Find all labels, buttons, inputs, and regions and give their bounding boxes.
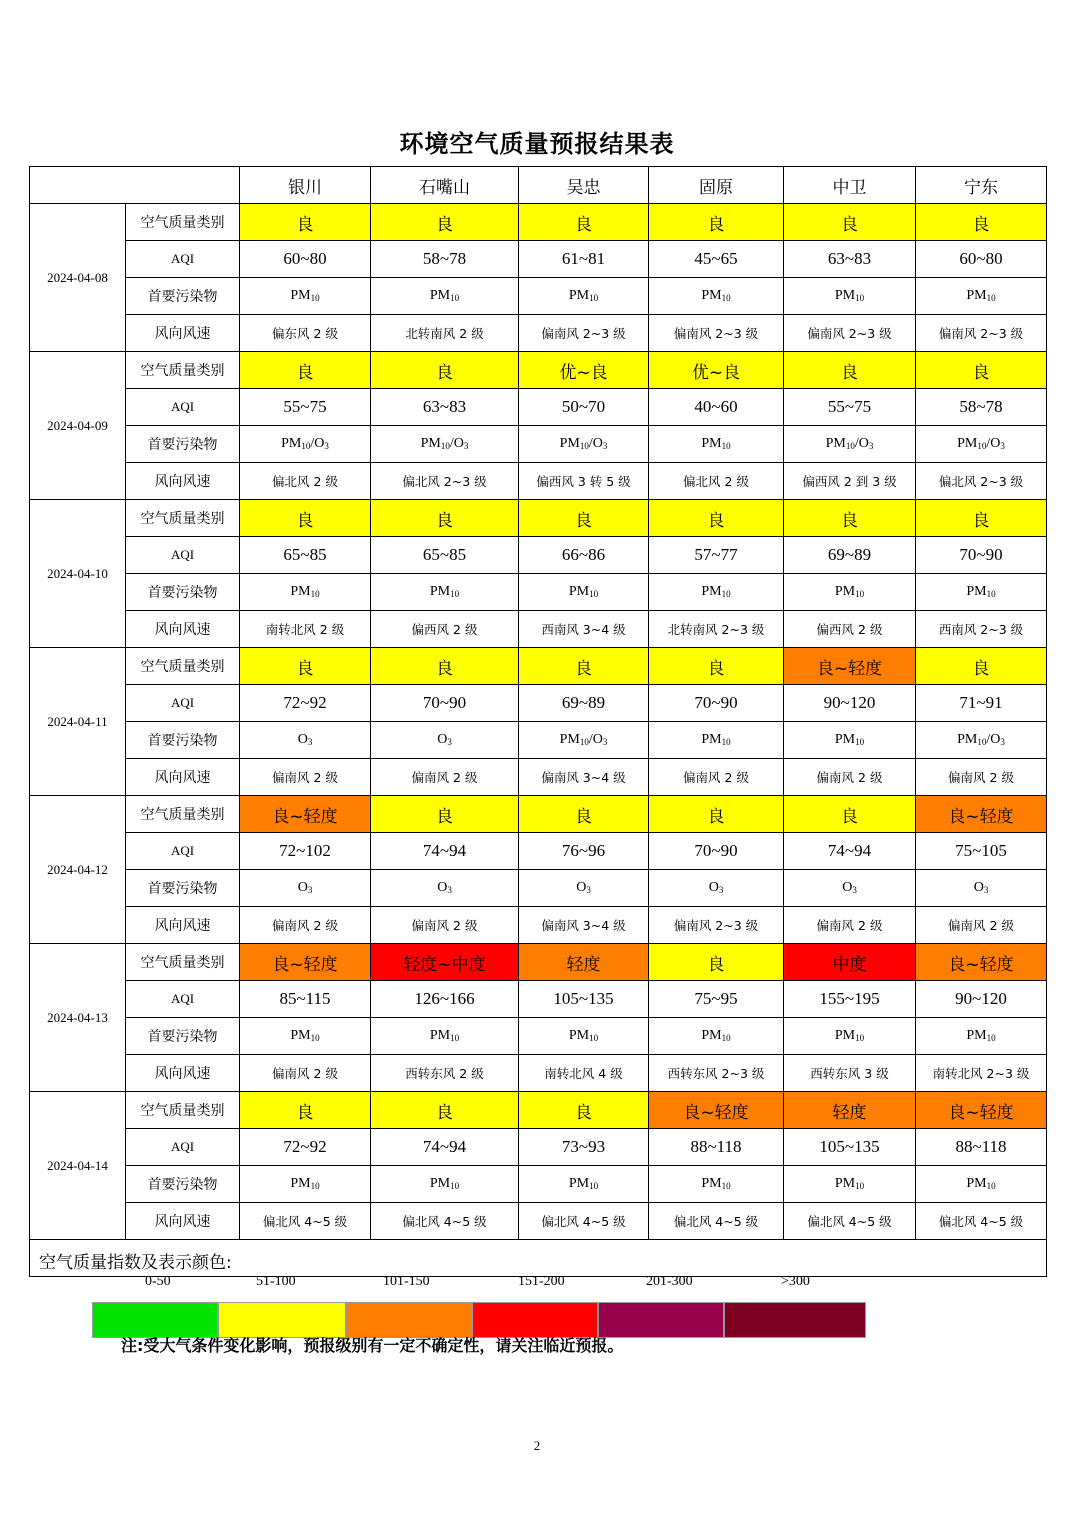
category-cell: 良	[916, 500, 1047, 537]
pollutant-cell: $PM_{10}$	[519, 1166, 649, 1203]
wind-cell: 偏西风 2 级	[784, 611, 916, 648]
pollutant-cell: $PM_{10}$	[240, 1018, 371, 1055]
category-cell: 良~轻度	[240, 944, 371, 981]
pollutant-cell: $PM_{10}$	[371, 574, 519, 611]
row-label-aqi: AQI	[126, 537, 240, 574]
category-cell: 良	[371, 648, 519, 685]
aqi-cell: 66~86	[519, 537, 649, 574]
pollutant-cell: $O_3$	[240, 722, 371, 759]
category-cell: 优~良	[649, 352, 784, 389]
pollutant-cell: $O_3$	[240, 870, 371, 907]
aqi-cell: 105~135	[519, 981, 649, 1018]
pollutant-cell: $PM_{10}$	[371, 1166, 519, 1203]
row-label-category: 空气质量类别	[126, 500, 240, 537]
aqi-cell: 75~105	[916, 833, 1047, 870]
pollutant-cell: $O_3$	[916, 870, 1047, 907]
wind-cell: 南转北风 4 级	[519, 1055, 649, 1092]
category-cell: 良	[649, 648, 784, 685]
category-cell: 良~轻度	[916, 796, 1047, 833]
pollutant-cell: $PM_{10}$	[784, 722, 916, 759]
aqi-cell: 85~115	[240, 981, 371, 1018]
category-cell: 良	[519, 796, 649, 833]
forecast-note: 注:受大气条件变化影响，预报级别有一定不确定性，请关注临近预报。	[121, 1336, 624, 1355]
aqi-cell: 74~94	[371, 833, 519, 870]
category-cell: 良	[240, 352, 371, 389]
category-cell: 轻度	[784, 1092, 916, 1129]
pollutant-cell: $PM_{10}$	[649, 426, 784, 463]
forecast-row-aqi	[30, 241, 1047, 278]
pollutant-cell: $PM_{10}$	[649, 722, 784, 759]
wind-cell: 偏南风 2 级	[371, 759, 519, 796]
city-header: 石嘴山	[371, 167, 519, 204]
wind-cell: 西南风 2~3 级	[916, 611, 1047, 648]
category-cell: 良	[240, 1092, 371, 1129]
pollutant-cell: $PM_{10}$	[240, 1166, 371, 1203]
row-label-category: 空气质量类别	[126, 796, 240, 833]
category-cell: 良	[371, 352, 519, 389]
city-header: 吴忠	[519, 167, 649, 204]
wind-cell: 南转北风 2~3 级	[916, 1055, 1047, 1092]
category-cell: 良	[371, 1092, 519, 1129]
wind-cell: 偏南风 2 级	[784, 759, 916, 796]
forecast-row-wind	[30, 759, 1047, 796]
pollutant-cell: $PM_{10}$	[916, 574, 1047, 611]
pollutant-cell: $PM_{10}/O_3$	[371, 426, 519, 463]
forecast-row-wind	[30, 1203, 1047, 1240]
aqi-cell: 58~78	[916, 389, 1047, 426]
category-cell: 良	[519, 1092, 649, 1129]
aqi-cell: 55~75	[784, 389, 916, 426]
legend-label: 101-150	[383, 1274, 430, 1289]
aqi-cell: 70~90	[916, 537, 1047, 574]
row-label-pollutant: 首要污染物	[126, 574, 240, 611]
wind-cell: 偏北风 4~5 级	[649, 1203, 784, 1240]
page-title: 环境空气质量预报结果表	[399, 130, 675, 158]
wind-cell: 偏东风 2 级	[240, 315, 371, 352]
aqi-cell: 75~95	[649, 981, 784, 1018]
wind-cell: 偏南风 2~3 级	[649, 315, 784, 352]
forecast-row-aqi	[30, 981, 1047, 1018]
pollutant-cell: $PM_{10}$	[916, 278, 1047, 315]
wind-cell: 西转东风 2 级	[371, 1055, 519, 1092]
forecast-row-wind	[30, 463, 1047, 500]
category-cell: 良	[916, 648, 1047, 685]
pollutant-cell: $PM_{10}$	[916, 1166, 1047, 1203]
aqi-cell: 74~94	[371, 1129, 519, 1166]
row-label-pollutant: 首要污染物	[126, 426, 240, 463]
forecast-row-wind	[30, 1055, 1047, 1092]
wind-cell: 偏南风 2 级	[649, 759, 784, 796]
row-label-category: 空气质量类别	[126, 648, 240, 685]
aqi-cell: 63~83	[371, 389, 519, 426]
wind-cell: 偏西风 3 转 5 级	[519, 463, 649, 500]
category-cell: 良	[784, 352, 916, 389]
category-cell: 良	[519, 648, 649, 685]
forecast-row-aqi	[30, 685, 1047, 722]
pollutant-cell: $PM_{10}$	[916, 1018, 1047, 1055]
forecast-row-pollutant	[30, 870, 1047, 907]
pollutant-cell: $PM_{10}$	[240, 574, 371, 611]
legend-label: 201-300	[646, 1274, 693, 1289]
aqi-cell: 65~85	[371, 537, 519, 574]
forecast-row-pollutant	[30, 1166, 1047, 1203]
row-label-category: 空气质量类别	[126, 944, 240, 981]
category-cell: 良	[916, 204, 1047, 241]
aqi-cell: 55~75	[240, 389, 371, 426]
category-cell: 良	[784, 500, 916, 537]
aqi-cell: 88~118	[916, 1129, 1047, 1166]
category-cell: 良	[784, 204, 916, 241]
wind-cell: 西转东风 3 级	[784, 1055, 916, 1092]
row-label-pollutant: 首要污染物	[126, 278, 240, 315]
category-cell: 良~轻度	[240, 796, 371, 833]
category-cell: 良	[371, 204, 519, 241]
wind-cell: 偏北风 2 级	[240, 463, 371, 500]
category-cell: 良	[649, 204, 784, 241]
wind-cell: 偏北风 2~3 级	[371, 463, 519, 500]
pollutant-cell: $PM_{10}$	[784, 574, 916, 611]
pollutant-cell: $PM_{10}$	[519, 278, 649, 315]
category-cell: 良~轻度	[784, 648, 916, 685]
aqi-cell: 73~93	[519, 1129, 649, 1166]
forecast-row-wind	[30, 315, 1047, 352]
row-label-pollutant: 首要污染物	[126, 722, 240, 759]
aqi-cell: 70~90	[649, 685, 784, 722]
header-row	[30, 167, 1047, 204]
aqi-cell: 88~118	[649, 1129, 784, 1166]
legend-row	[30, 1240, 1047, 1277]
category-cell: 良~轻度	[916, 944, 1047, 981]
wind-cell: 偏南风 2 级	[240, 907, 371, 944]
pollutant-cell: $PM_{10}$	[649, 278, 784, 315]
forecast-row-category	[30, 648, 1047, 685]
legend-label: 51-100	[256, 1274, 296, 1289]
legend-cell	[30, 1240, 1047, 1289]
wind-cell: 偏南风 2 级	[240, 1055, 371, 1092]
wind-cell: 偏北风 4~5 级	[519, 1203, 649, 1240]
pollutant-cell: $O_3$	[519, 870, 649, 907]
forecast-row-category	[30, 796, 1047, 833]
wind-cell: 偏南风 2 级	[371, 907, 519, 944]
category-cell: 良~轻度	[916, 1092, 1047, 1129]
pollutant-cell: $PM_{10}$	[649, 1018, 784, 1055]
forecast-date: 2024-04-11	[30, 648, 126, 796]
pollutant-cell: $O_3$	[649, 870, 784, 907]
forecast-row-category	[30, 1092, 1047, 1129]
row-label-category: 空气质量类别	[126, 352, 240, 389]
category-cell: 优~良	[519, 352, 649, 389]
category-cell: 良	[649, 944, 784, 981]
aqi-cell: 155~195	[784, 981, 916, 1018]
category-cell: 良	[916, 352, 1047, 389]
forecast-row-category	[30, 500, 1047, 537]
aqi-cell: 57~77	[649, 537, 784, 574]
aqi-cell: 71~91	[916, 685, 1047, 722]
wind-cell: 偏南风 2~3 级	[916, 315, 1047, 352]
pollutant-cell: $PM_{10}$	[519, 574, 649, 611]
forecast-date: 2024-04-10	[30, 500, 126, 648]
row-label-aqi: AQI	[126, 833, 240, 870]
wind-cell: 偏北风 4~5 级	[916, 1203, 1047, 1240]
aqi-cell: 70~90	[371, 685, 519, 722]
category-cell: 轻度	[519, 944, 649, 981]
row-label-wind: 风向风速	[126, 759, 240, 796]
aqi-cell: 74~94	[784, 833, 916, 870]
aqi-cell: 72~102	[240, 833, 371, 870]
category-cell: 良	[649, 500, 784, 537]
legend-swatch-over-300	[724, 1302, 866, 1338]
city-header: 宁东	[916, 167, 1047, 204]
category-cell: 良	[371, 500, 519, 537]
forecast-date: 2024-04-12	[30, 796, 126, 944]
forecast-row-aqi	[30, 389, 1047, 426]
row-label-pollutant: 首要污染物	[126, 1166, 240, 1203]
forecast-row-category	[30, 944, 1047, 981]
wind-cell: 西转东风 2~3 级	[649, 1055, 784, 1092]
row-label-category: 空气质量类别	[126, 204, 240, 241]
wind-cell: 偏北风 2~3 级	[916, 463, 1047, 500]
pollutant-cell: $O_3$	[371, 870, 519, 907]
aqi-cell: 60~80	[240, 241, 371, 278]
row-label-wind: 风向风速	[126, 315, 240, 352]
legend-title: 空气质量指数及表示颜色:	[39, 1253, 232, 1273]
wind-cell: 南转北风 2 级	[240, 611, 371, 648]
row-label-wind: 风向风速	[126, 463, 240, 500]
forecast-row-category	[30, 204, 1047, 241]
pollutant-cell: $PM_{10}/O_3$	[519, 722, 649, 759]
wind-cell: 北转南风 2 级	[371, 315, 519, 352]
pollutant-cell: $PM_{10}$	[784, 278, 916, 315]
pollutant-cell: $PM_{10}$	[371, 278, 519, 315]
wind-cell: 偏南风 2 级	[916, 907, 1047, 944]
forecast-row-pollutant	[30, 1018, 1047, 1055]
category-cell: 良	[519, 204, 649, 241]
forecast-row-category	[30, 352, 1047, 389]
row-label-pollutant: 首要污染物	[126, 1018, 240, 1055]
wind-cell: 西南风 3~4 级	[519, 611, 649, 648]
pollutant-cell: $PM_{10}$	[784, 1018, 916, 1055]
aqi-cell: 72~92	[240, 685, 371, 722]
legend-label: 151-200	[518, 1274, 565, 1289]
aqi-cell: 70~90	[649, 833, 784, 870]
forecast-date: 2024-04-08	[30, 204, 126, 352]
aqi-cell: 45~65	[649, 241, 784, 278]
row-label-wind: 风向风速	[126, 1055, 240, 1092]
pollutant-cell: $PM_{10}$	[240, 278, 371, 315]
row-label-aqi: AQI	[126, 241, 240, 278]
aqi-cell: 90~120	[784, 685, 916, 722]
wind-cell: 偏北风 4~5 级	[240, 1203, 371, 1240]
pollutant-cell: $PM_{10}/O_3$	[916, 426, 1047, 463]
pollutant-cell: $PM_{10}/O_3$	[240, 426, 371, 463]
wind-cell: 偏南风 2 级	[240, 759, 371, 796]
category-cell: 良	[240, 204, 371, 241]
aqi-cell: 72~92	[240, 1129, 371, 1166]
aqi-cell: 126~166	[371, 981, 519, 1018]
aqi-cell: 105~135	[784, 1129, 916, 1166]
category-cell: 良	[519, 500, 649, 537]
city-header: 固原	[649, 167, 784, 204]
city-header: 中卫	[784, 167, 916, 204]
wind-cell: 偏南风 3~4 级	[519, 907, 649, 944]
pollutant-cell: $PM_{10}/O_3$	[519, 426, 649, 463]
row-label-wind: 风向风速	[126, 1203, 240, 1240]
row-label-wind: 风向风速	[126, 611, 240, 648]
pollutant-cell: $PM_{10}/O_3$	[916, 722, 1047, 759]
legend-label: >300	[781, 1274, 810, 1289]
city-header: 银川	[240, 167, 371, 204]
wind-cell: 偏北风 4~5 级	[371, 1203, 519, 1240]
category-cell: 良~轻度	[649, 1092, 784, 1129]
forecast-table	[29, 166, 1047, 1289]
aqi-cell: 63~83	[784, 241, 916, 278]
wind-cell: 偏南风 2~3 级	[649, 907, 784, 944]
pollutant-cell: $O_3$	[371, 722, 519, 759]
row-label-aqi: AQI	[126, 389, 240, 426]
forecast-row-pollutant	[30, 278, 1047, 315]
forecast-row-pollutant	[30, 426, 1047, 463]
page-number: 2	[533, 1438, 541, 1453]
aqi-cell: 40~60	[649, 389, 784, 426]
wind-cell: 偏西风 2 级	[371, 611, 519, 648]
wind-cell: 偏北风 4~5 级	[784, 1203, 916, 1240]
header-corner-cell	[30, 167, 240, 204]
category-cell: 良	[784, 796, 916, 833]
pollutant-cell: $PM_{10}$	[519, 1018, 649, 1055]
wind-cell: 偏南风 2 级	[916, 759, 1047, 796]
wind-cell: 北转南风 2~3 级	[649, 611, 784, 648]
legend-label: 0-50	[145, 1274, 171, 1289]
wind-cell: 偏西风 2 到 3 级	[784, 463, 916, 500]
pollutant-cell: $PM_{10}$	[649, 1166, 784, 1203]
forecast-row-wind	[30, 907, 1047, 944]
aqi-cell: 69~89	[519, 685, 649, 722]
aqi-cell: 90~120	[916, 981, 1047, 1018]
row-label-wind: 风向风速	[126, 907, 240, 944]
pollutant-cell: $PM_{10}$	[371, 1018, 519, 1055]
row-label-pollutant: 首要污染物	[126, 870, 240, 907]
aqi-cell: 60~80	[916, 241, 1047, 278]
forecast-row-pollutant	[30, 722, 1047, 759]
pollutant-cell: $PM_{10}$	[784, 1166, 916, 1203]
category-cell: 良	[371, 796, 519, 833]
aqi-cell: 76~96	[519, 833, 649, 870]
pollutant-cell: $PM_{10}/O_3$	[784, 426, 916, 463]
category-cell: 中度	[784, 944, 916, 981]
wind-cell: 偏南风 2~3 级	[519, 315, 649, 352]
forecast-date: 2024-04-13	[30, 944, 126, 1092]
wind-cell: 偏北风 2 级	[649, 463, 784, 500]
forecast-row-aqi	[30, 537, 1047, 574]
forecast-row-pollutant	[30, 574, 1047, 611]
wind-cell: 偏南风 3~4 级	[519, 759, 649, 796]
aqi-cell: 50~70	[519, 389, 649, 426]
category-cell: 良	[649, 796, 784, 833]
pollutant-cell: $O_3$	[784, 870, 916, 907]
category-cell: 轻度~中度	[371, 944, 519, 981]
category-cell: 良	[240, 500, 371, 537]
wind-cell: 偏南风 2 级	[784, 907, 916, 944]
aqi-cell: 65~85	[240, 537, 371, 574]
wind-cell: 偏南风 2~3 级	[784, 315, 916, 352]
row-label-aqi: AQI	[126, 1129, 240, 1166]
forecast-row-aqi	[30, 833, 1047, 870]
forecast-row-aqi	[30, 1129, 1047, 1166]
row-label-aqi: AQI	[126, 981, 240, 1018]
pollutant-cell: $PM_{10}$	[649, 574, 784, 611]
forecast-row-wind	[30, 611, 1047, 648]
forecast-date: 2024-04-14	[30, 1092, 126, 1240]
row-label-category: 空气质量类别	[126, 1092, 240, 1129]
category-cell: 良	[240, 648, 371, 685]
aqi-cell: 58~78	[371, 241, 519, 278]
aqi-cell: 69~89	[784, 537, 916, 574]
row-label-aqi: AQI	[126, 685, 240, 722]
forecast-date: 2024-04-09	[30, 352, 126, 500]
aqi-cell: 61~81	[519, 241, 649, 278]
